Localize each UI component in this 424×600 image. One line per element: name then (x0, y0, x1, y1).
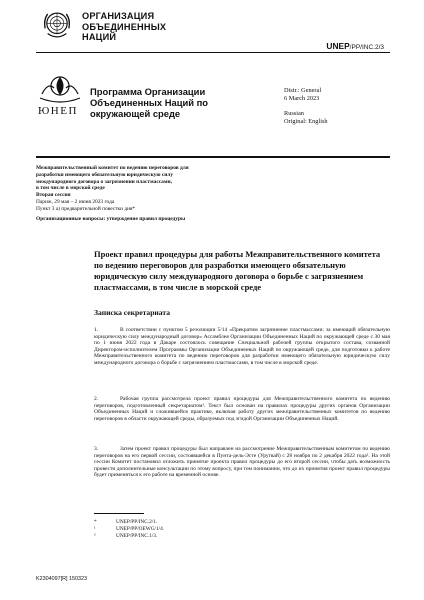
org-name-line: НАЦИЙ (82, 32, 117, 42)
paragraph (94, 327, 390, 366)
paragraph-text: Затем проект правил процедуры был направлен на рассмотрение Межправительственным комитетом по ведению переговоров на его первой сессии, состоявшейся в Пунта-дель-Эсте (Уругвай) с 28 ноября по 2 декабря 2022 года². На этой сессии Комитет постановил отложить принятие проекта правил процедуры до его второй сессии, чтобы дать возможность провести дополнительные консультации по этому вопросу, при том понимании, что до их принятия проект правил процедуры будет применяться к его работе на временной основе. (94, 446, 390, 479)
unep-program-name (90, 86, 270, 119)
paragraph (94, 396, 390, 422)
committee-title-line: в том числе в морской среде (36, 185, 105, 192)
footnote-text: UNEP/PP/INC.2/1. (116, 519, 158, 525)
session-label: Вторая сессия (36, 192, 71, 199)
distribution-info (284, 87, 328, 126)
language: Russian (284, 110, 304, 118)
footnote (94, 533, 164, 540)
paragraph-number: 2. (94, 396, 99, 402)
footnote-mark: ¹ (94, 526, 96, 532)
spacer-line (284, 102, 328, 110)
doc-symbol-main: UNEP (326, 41, 350, 51)
org-name-line: ОБЪЕДИНЕННЫХ (82, 21, 167, 32)
paragraph-text: В соответствии с пунктом 5 резолюции 5/14 «Прекратим загрязнение пластмассами: за имеющий обязательную юридическую силу международный договор» Ассамблея Организации Объединенных Наций по окружающей среде с 30 мая по 1 июня 2022 года в Дакаре состоялось совещание Специальной рабочей группы открытого состава, созванной Директором-исполнителем Программы Организации Объединенных Наций по окружающей среде, для подготовки к работе Межправительственного комитета по ведению переговоров для разработки имеющего обязательную юридическую силу международного договора о борьбе с загрязнением пластмассами, в том числе в морской среде. (94, 327, 390, 366)
agenda-title: Организационные вопросы: утверждение правил процедуры (36, 215, 186, 222)
doc-symbol-suffix: /PP/INC.2/3 (349, 44, 384, 51)
committee-title-line: разработки имеющего обязательную юридическую силу (36, 171, 174, 178)
footnotes (94, 519, 164, 540)
issue-date: 6 March 2023 (284, 94, 320, 102)
unep-logo-icon (38, 72, 82, 106)
paragraph-number: 3. (94, 446, 99, 452)
paragraph (94, 446, 390, 479)
footnote-separator (94, 513, 144, 514)
job-number: K2304097[R] 150323 (36, 576, 87, 582)
unep-wordmark: ЮНЕП (38, 105, 78, 117)
paragraph-number: 1. (94, 327, 99, 333)
un-emblem-icon (40, 8, 74, 42)
distribution-status: Distr.: General (284, 87, 322, 94)
original-language: Original: English (284, 117, 328, 125)
header-rule-top (36, 52, 390, 53)
footnote-mark: ² (94, 533, 96, 539)
place-dates: Париж, 29 мая – 2 июня 2023 года (36, 198, 115, 205)
paragraph-text: Рабочая группа рассмотрела проект правил процедуры для Межправительственного комитета по ведению переговоров, подготовленный секретариатом¹. Текст был основан на правилах процедуры других органов Организации Объединенных Наций и сложившейся практике, включая работу других межправительственных комитетов по ведению переговоров в области окружающей среды, образуемых под эгидой Организации Объединенных Наций. (94, 396, 390, 422)
un-organization-name (82, 11, 166, 43)
org-name-line: ОРГАНИЗАЦИЯ (82, 11, 155, 21)
document-symbol (326, 41, 384, 51)
header-rule-bottom (36, 156, 390, 158)
footnote (94, 526, 164, 533)
document-title: Проект правил процедуры для работы Межправительственного комитета по ведению переговоров для разработки имеющего обязательную юридическую силу международного договора о борьбе с загрязнением пластмассами, в том числе в морской среде (94, 249, 381, 292)
footnote-text: UNEP/PP/INC.1/3. (116, 533, 158, 539)
footnote-mark: * (94, 519, 97, 525)
footnote-text: UNEP/PP/OEWG/1/4. (116, 526, 165, 532)
program-name-line: окружающей среде (90, 108, 181, 119)
agenda-item: Пункт 3 a) предварительной повестки дня* (36, 205, 136, 212)
section-heading: Записка секретариата (94, 308, 171, 317)
committee-title-line: Межправительственный комитет по ведению переговоров для (36, 165, 189, 171)
program-name-line: Программа Организации (90, 86, 206, 97)
committee-block (36, 165, 366, 222)
footnote (94, 519, 164, 526)
committee-title-line: международного договора о загрязнении пластмассами, (36, 178, 172, 185)
program-name-line: Объединенных Наций по (90, 97, 209, 108)
